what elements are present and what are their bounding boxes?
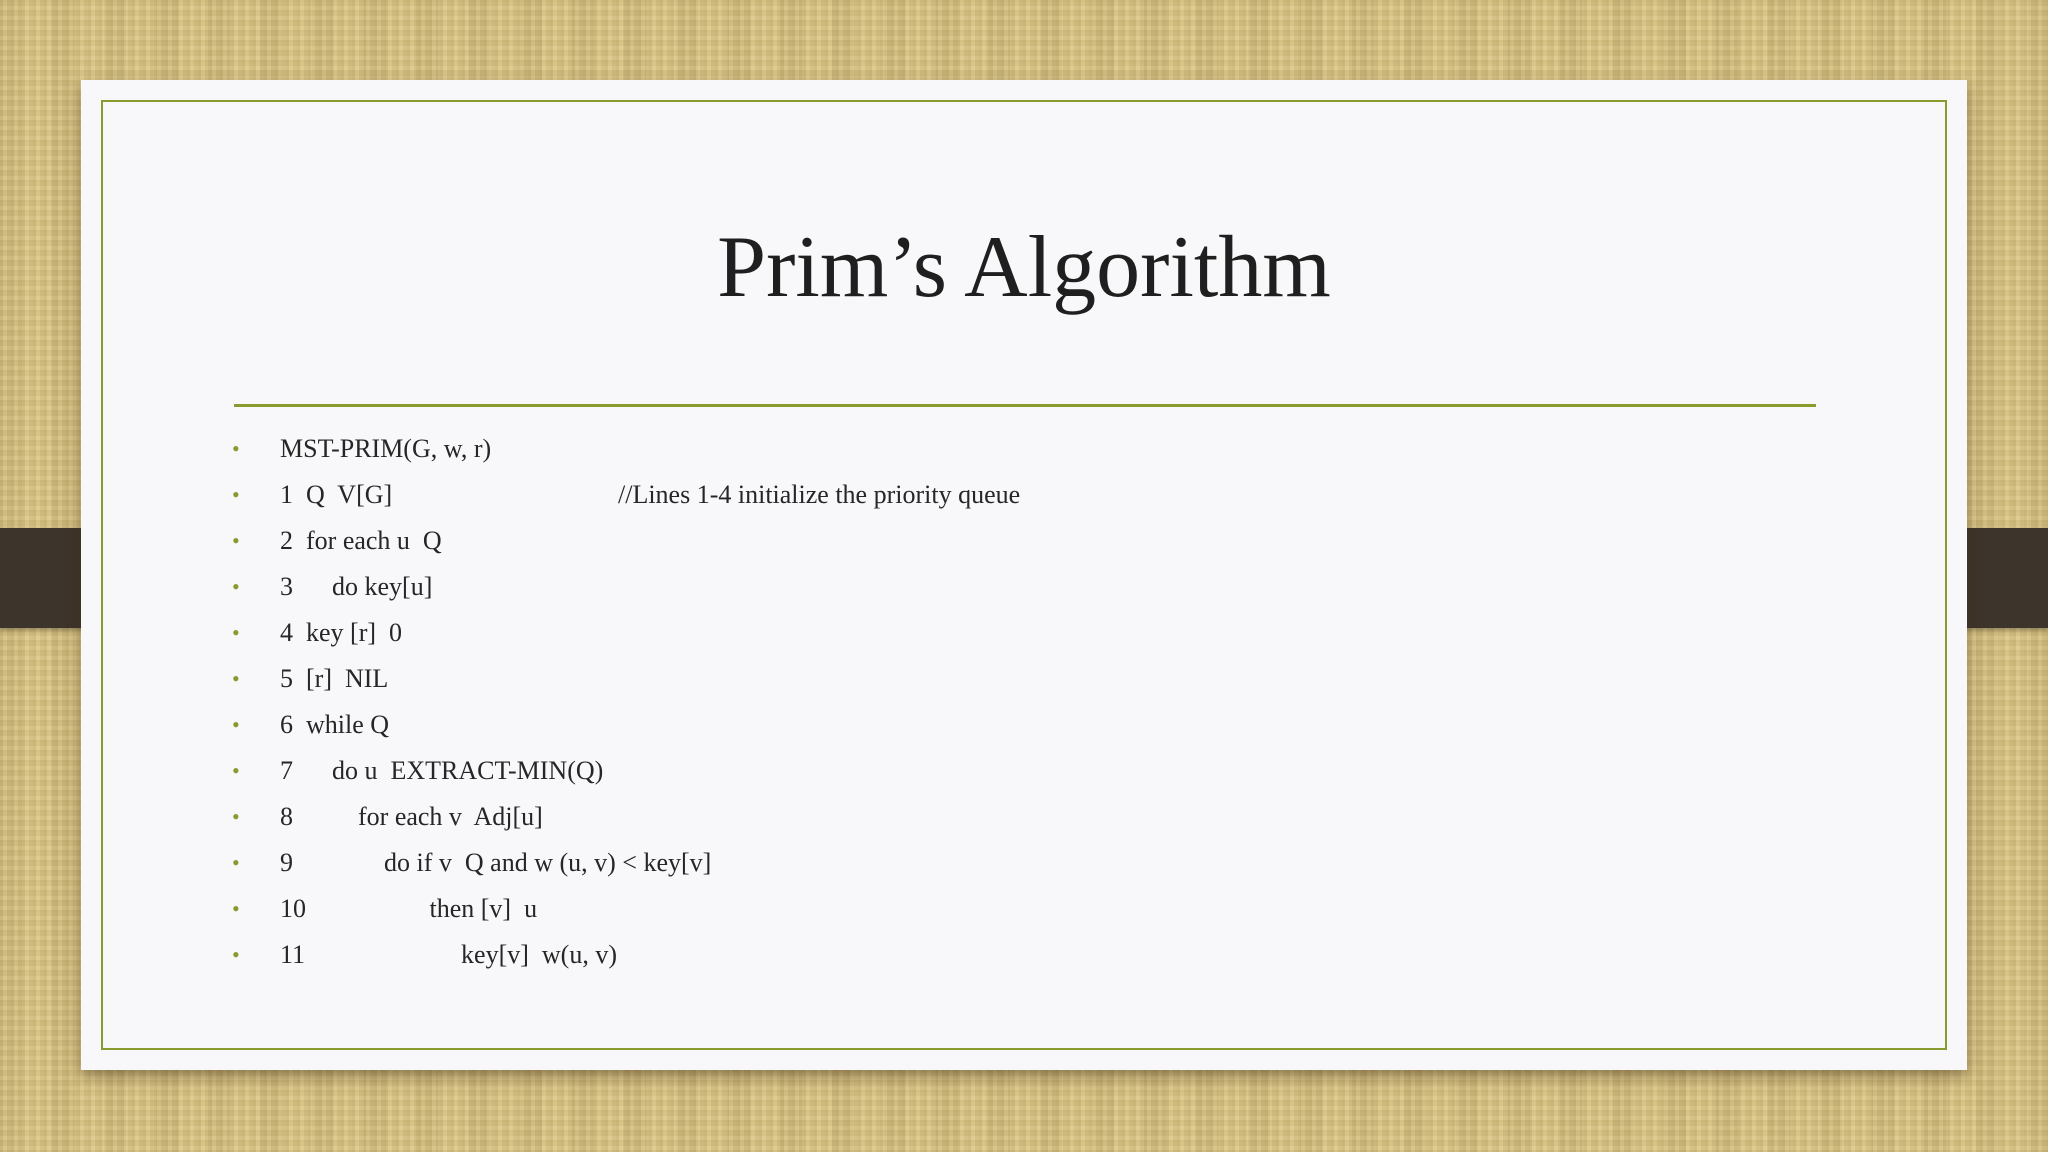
bullet-icon: • — [232, 758, 240, 783]
bullet-icon: • — [232, 620, 240, 645]
code-text: MST-PRIM(G, w, r) — [280, 434, 492, 463]
bullet-icon: • — [232, 804, 240, 829]
code-text: 11 key[v] w(u, v) — [280, 940, 617, 969]
title-divider — [234, 404, 1816, 407]
code-text: 5 [r] NIL — [280, 664, 389, 693]
slide-title: Prim’s Algorithm — [717, 219, 1331, 316]
code-text: 8 for each v Adj[u] — [280, 802, 543, 831]
code-text: 9 do if v Q and w (u, v) < key[v] — [280, 848, 712, 877]
code-text: 10 then [v] u — [280, 894, 538, 923]
bullet-icon: • — [232, 528, 240, 553]
bullet-icon: • — [232, 942, 240, 967]
bullet-icon: • — [232, 666, 240, 691]
bullet-icon: • — [232, 482, 240, 507]
code-text: 2 for each u Q — [280, 526, 442, 555]
bullet-icon: • — [232, 574, 240, 599]
code-comment: //Lines 1-4 initialize the priority queue — [618, 480, 1021, 509]
bullet-icon: • — [232, 850, 240, 875]
code-text: 6 while Q — [280, 710, 390, 739]
code-text: 1 Q V[G] — [280, 480, 393, 509]
bullet-icon: • — [232, 436, 240, 461]
code-text: 4 key [r] 0 — [280, 618, 403, 647]
bullet-icon: • — [232, 896, 240, 921]
code-text: 7 do u EXTRACT-MIN(Q) — [280, 756, 604, 785]
code-text: 3 do key[u] — [280, 572, 433, 601]
bullet-icon: • — [232, 712, 240, 737]
